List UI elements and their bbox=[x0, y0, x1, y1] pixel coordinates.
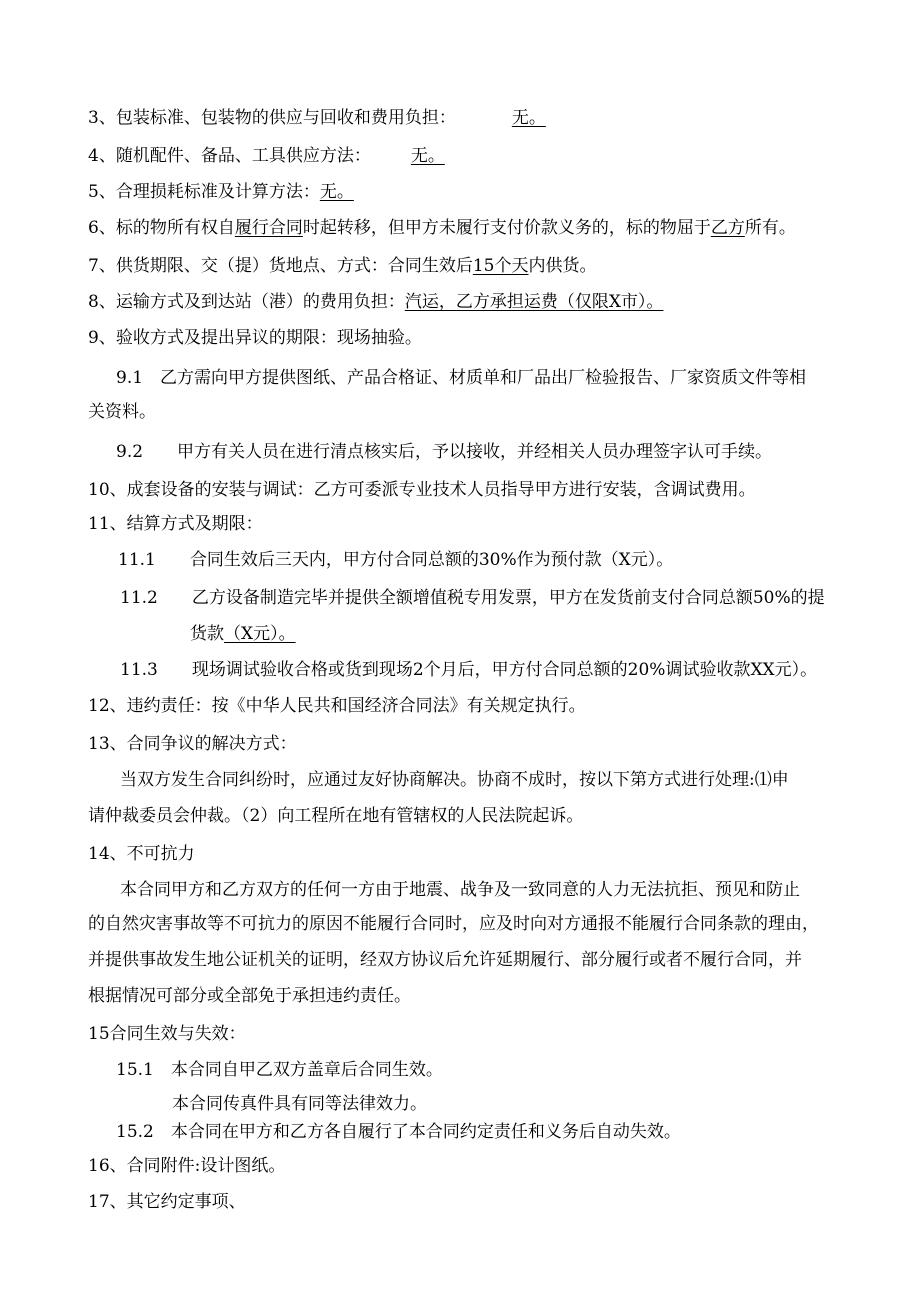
clause-3 bbox=[88, 106, 546, 130]
clause-11-2-line1: 11.2 乙方设备制造完毕并提供全额增值税专用发票，甲方在发货前支付合同总额50%的提 bbox=[120, 588, 825, 608]
clause-7-text-b: 内供货。 bbox=[528, 256, 597, 276]
clause-6-text-a: 6、标的物所有权自 bbox=[88, 218, 235, 238]
clause-13-para-line1: 当双方发生合同纠纷时，应通过友好协商解决。协商不成时，按以下第方式进行处理:⑴申 bbox=[120, 770, 789, 790]
clause-11-2-text: 货款 bbox=[190, 624, 224, 644]
clause-5-value: 无。 bbox=[319, 182, 354, 202]
clause-14-para-line3: 并提供事故发生地公证机关的证明，经双方协议后允许延期履行、部分履行或者不履行合同，并 bbox=[88, 950, 802, 970]
clause-15-1: 15.1 本合同自甲乙双方盖章后合同生效。 bbox=[116, 1060, 443, 1080]
clause-14-para-line1: 本合同甲方和乙方双方的任何一方由于地震、战争及一致同意的人力无法抗拒、预见和防止 bbox=[120, 880, 800, 900]
clause-13-para-line2: 请仲裁委员会仲裁。（2）向工程所在地有管辖权的人民法院起诉。 bbox=[88, 806, 584, 826]
clause-7 bbox=[88, 254, 596, 278]
clause-16-value: 设计图纸。 bbox=[200, 1156, 286, 1176]
clause-8-text: 8、运输方式及到达站（港）的费用负担： bbox=[88, 292, 405, 312]
clause-6-underline-a: 履行合同 bbox=[234, 218, 303, 238]
clause-13: 13、合同争议的解决方式： bbox=[88, 734, 297, 754]
clause-6-text-c: 所有。 bbox=[744, 218, 796, 238]
clause-14: 14、不可抗力 bbox=[88, 844, 195, 864]
clause-15-1-note: 本合同传真件具有同等法律效力。 bbox=[172, 1094, 427, 1114]
clause-16-label: 16、合同附件: bbox=[88, 1156, 201, 1176]
clause-6 bbox=[88, 216, 796, 240]
clause-8 bbox=[88, 290, 663, 314]
clause-10: 10、成套设备的安装与调试：乙方可委派专业技术人员指导甲方进行安装，含调试费用。 bbox=[88, 480, 756, 500]
clause-14-para-line2: 的自然灾害事故等不可抗力的原因不能履行合同时，应及时向对方通报不能履行合同条款的理由， bbox=[88, 914, 819, 934]
clause-11-1: 11.1 合同生效后三天内，甲方付合同总额的30%作为预付款（X元）。 bbox=[118, 550, 674, 570]
clause-11-2-underline: （X元）。 bbox=[224, 624, 296, 644]
clause-9-1-line1: 9.1 乙方需向甲方提供图纸、产品合格证、材质单和厂品出厂检验报告、厂家资质文件等相 bbox=[116, 368, 807, 388]
clause-4-label: 4、随机配件、备品、工具供应方法： bbox=[88, 146, 371, 166]
clause-3-value: 无。 bbox=[511, 108, 546, 128]
clause-9-1-line2: 关资料。 bbox=[88, 402, 156, 422]
clause-12: 12、违约责任：按《中华人民共和国经济合同法》有关规定执行。 bbox=[88, 696, 586, 716]
clause-9-2: 9.2 甲方有关人员在进行清点核实后，予以接收，并经相关人员办理签字认可手续。 bbox=[116, 442, 773, 462]
clause-11-3: 11.3 现场调试验收合格或货到现场2个月后，甲方付合同总额的20%调试验收款XX元）。 bbox=[120, 660, 818, 680]
clause-11: 11、结算方式及期限： bbox=[88, 514, 263, 534]
clause-15-2: 15.2 本合同在甲方和乙方各自履行了本合同约定责任和义务后自动失效。 bbox=[116, 1122, 681, 1142]
clause-6-text-b: 时起转移，但甲方未履行支付价款义务的，标的物屈于 bbox=[302, 218, 711, 238]
clause-6-underline-b: 乙方 bbox=[710, 218, 745, 238]
clause-17: 17、其它约定事项、 bbox=[88, 1192, 246, 1212]
clause-5 bbox=[88, 180, 354, 204]
clause-11-2-line2 bbox=[190, 622, 296, 646]
clause-9: 9、验收方式及提出异议的期限：现场抽验。 bbox=[88, 328, 422, 348]
clause-7-underline: 15个天 bbox=[472, 256, 529, 276]
clause-3-label: 3、包装标准、包装物的供应与回收和费用负担： bbox=[88, 108, 456, 128]
clause-7-text-a: 7、供货期限、交（提）货地点、方式：合同生效后 bbox=[88, 256, 473, 276]
clause-16 bbox=[88, 1154, 285, 1178]
clause-5-label: 5、合理损耗标准及计算方法： bbox=[88, 182, 320, 202]
clause-4 bbox=[88, 144, 445, 168]
clause-15: 15合同生效与失效： bbox=[88, 1024, 246, 1044]
clause-4-value: 无。 bbox=[410, 146, 445, 166]
clause-14-para-line4: 根据情况可部分或全部免于承担违约责任。 bbox=[88, 986, 411, 1006]
clause-8-underline: 汽运，乙方承担运费（仅限X市）。 bbox=[404, 292, 664, 312]
